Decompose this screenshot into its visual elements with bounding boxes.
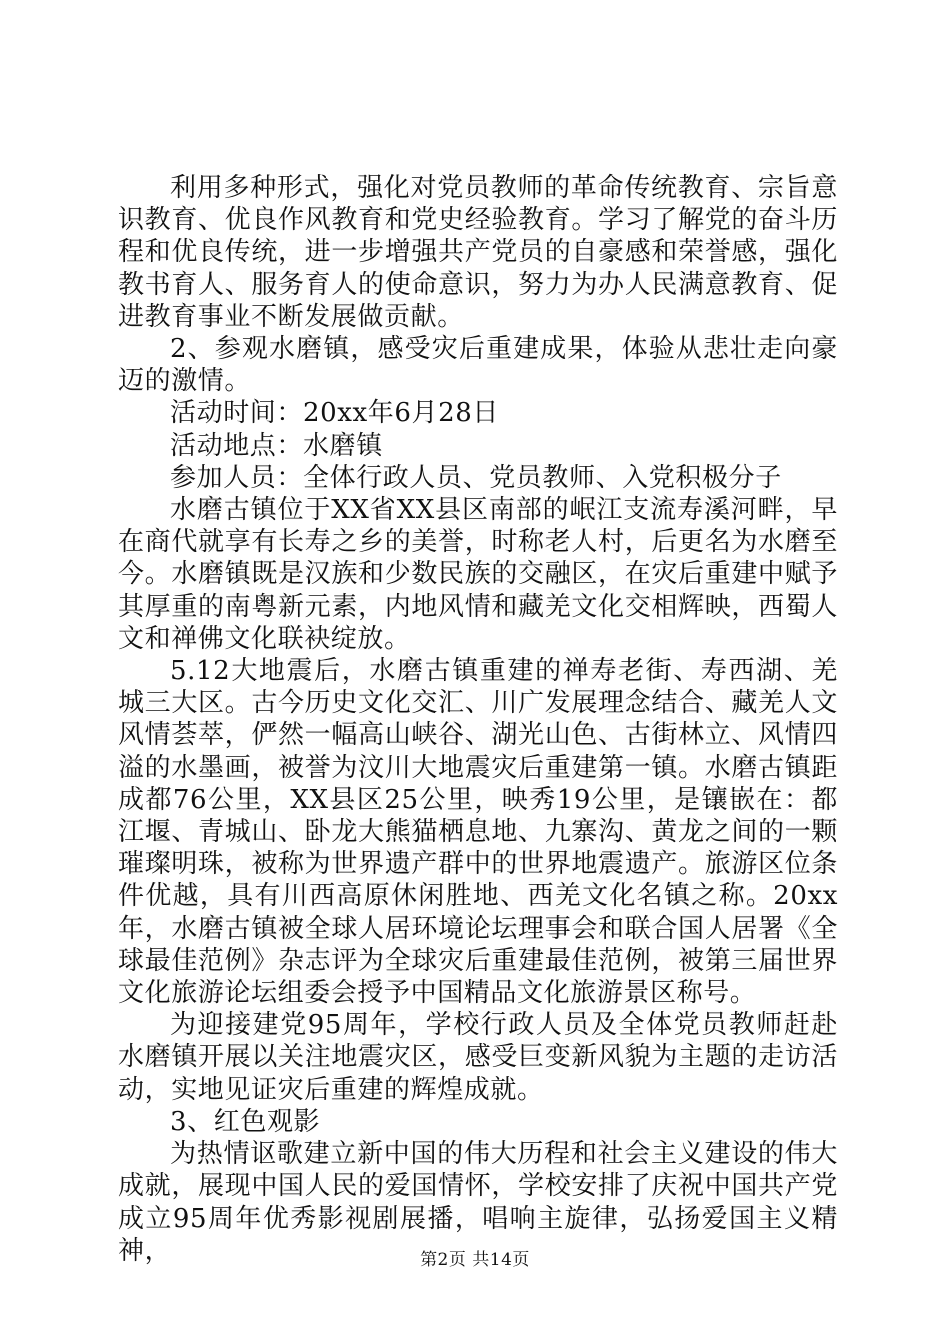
paragraph-film-screening: 为热情讴歌建立新中国的伟大历程和社会主义建设的伟大成就，展现中国人民的爱国情怀，学校安排了庆祝中国共产党成立95周年优秀影视剧展播，唱响主旋律，弘扬爱国主义精神，	[118, 1139, 838, 1266]
paragraph-reconstruction: 5.12大地震后，水磨古镇重建的禅寿老街、寿西湖、羌城三大区。古今历史文化交汇、川广发展理念结合、藏羌人文风情荟萃，俨然一幅高山峡谷、湖光山色、古街林立、风情四溢的水墨画，被誉为汶川大地震灾后重建第一镇。水磨古镇距成都76公里，XX县区25公里，映秀19公里，是镶嵌在：都江堰、青城山、卧龙大熊猫栖息地、九寨沟、黄龙之间的一颗璀璨明珠，被称为世界遗产群中的世界地震遗产。旅游区位条件优越，具有川西高原休闲胜地、西羌文化名镇之称。20xx年，水磨古镇被全球人居环境论坛理事会和联合国人居署《全球最佳范例》杂志评为全球灾后重建最佳范例，被第三届世界文化旅游论坛组委会授予中国精品文化旅游景区称号。	[118, 656, 838, 1009]
paragraph-activity-time: 活动时间：20xx年6月28日	[170, 398, 500, 429]
document-body	[118, 172, 838, 1267]
page-number-footer: 第2页 共14页	[420, 1250, 530, 1270]
paragraph-item-3-heading: 3、红色观影	[170, 1106, 321, 1137]
paragraph-activity-location: 活动地点：水磨镇	[170, 430, 383, 461]
paragraph-item-2-heading: 2、参观水磨镇，感受灾后重建成果，体验从悲壮走向豪迈的激情。	[118, 334, 838, 397]
paragraph-town-intro: 水磨古镇位于XX省XX县区南部的岷江支流寿溪河畔，早在商代就享有长寿之乡的美誉，时称老人村，后更名为水磨至今。水磨镇既是汉族和少数民族的交融区，在灾后重建中赋予其厚重的南粤新元素，内地风情和藏羌文化交相辉映，西蜀人文和禅佛文化联袂绽放。	[118, 495, 838, 654]
paragraph-participants: 参加人员：全体行政人员、党员教师、入党积极分子	[170, 462, 782, 493]
paragraph-education-methods: 利用多种形式，强化对党员教师的革命传统教育、宗旨意识教育、优良作风教育和党史经验教育。学习了解党的奋斗历程和优良传统，进一步增强共产党员的自豪感和荣誉感，强化教书育人、服务育人的使命意识，努力为办人民满意教育、促进教育事业不断发展做贡献。	[118, 173, 838, 332]
paragraph-visit-activity: 为迎接建党95周年，学校行政人员及全体党员教师赶赴水磨镇开展以关注地震灾区，感受巨变新风貌为主题的走访活动，实地见证灾后重建的辉煌成就。	[118, 1010, 838, 1105]
